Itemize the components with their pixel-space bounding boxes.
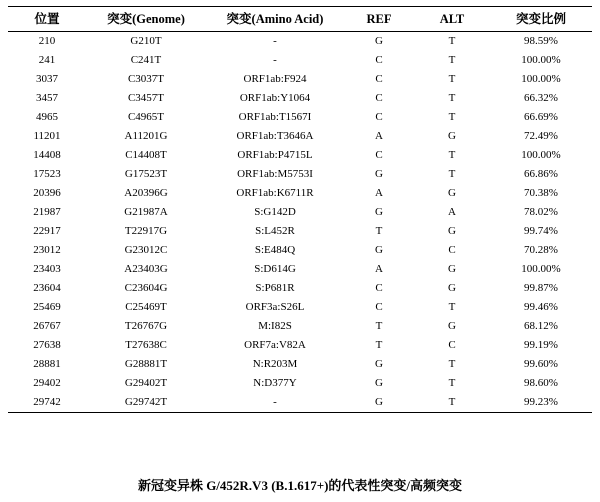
column-header-genome-mutation: 突变(Genome) xyxy=(86,7,206,32)
cell-amino-acid-mutation: S:P681R xyxy=(255,282,295,294)
cell-genome-mutation: G29402T xyxy=(124,377,168,389)
cell-mutation-ratio: 70.28% xyxy=(524,244,558,256)
cell-genome-mutation: G210T xyxy=(130,35,162,47)
cell-mutation-ratio: 66.69% xyxy=(524,111,558,123)
cell-alt: C xyxy=(448,339,456,351)
cell-alt: G xyxy=(448,225,456,237)
cell-ref: A xyxy=(375,187,383,199)
cell-ref: T xyxy=(375,320,383,332)
cell-genome-mutation: A23403G xyxy=(124,263,168,275)
cell-amino-acid-mutation: ORF1ab:Y1064 xyxy=(239,92,311,104)
cell-alt: G xyxy=(448,187,456,199)
cell-genome-mutation: G23012C xyxy=(124,244,168,256)
cell-ref: T xyxy=(375,225,383,237)
cell-mutation-ratio: 99.46% xyxy=(524,301,558,313)
cell-amino-acid-mutation: S:E484Q xyxy=(254,244,296,256)
cell-amino-acid-mutation: S:L452R xyxy=(255,225,295,237)
table-row xyxy=(8,51,592,70)
cell-mutation-ratio: 70.38% xyxy=(524,187,558,199)
cell-genome-mutation: T22917G xyxy=(124,225,168,237)
cell-ref: C xyxy=(375,111,383,123)
cell-alt: T xyxy=(448,92,456,104)
table-row xyxy=(8,32,592,52)
cell-position: 14408 xyxy=(33,149,61,161)
cell-mutation-ratio: 100.00% xyxy=(521,263,561,275)
cell-mutation-ratio: 68.12% xyxy=(524,320,558,332)
cell-position: 25469 xyxy=(33,301,61,313)
cell-ref: G xyxy=(375,35,383,47)
cell-position: 29742 xyxy=(8,393,86,413)
cell-mutation-ratio: 66.86% xyxy=(524,168,558,180)
cell-alt: T xyxy=(414,393,490,413)
cell-position: 3457 xyxy=(36,92,58,104)
cell-amino-acid-mutation: - xyxy=(206,393,344,413)
cell-position: 21987 xyxy=(33,206,61,218)
cell-alt: T xyxy=(448,111,456,123)
cell-position: 22917 xyxy=(33,225,61,237)
cell-genome-mutation: A11201G xyxy=(124,130,168,142)
cell-ref: G xyxy=(344,393,414,413)
cell-amino-acid-mutation: M:I82S xyxy=(258,320,292,332)
column-header-ref: REF xyxy=(344,7,414,32)
table-row xyxy=(8,298,592,317)
cell-ref: C xyxy=(375,149,383,161)
cell-genome-mutation: C25469T xyxy=(125,301,167,313)
cell-alt: T xyxy=(448,54,456,66)
table-row xyxy=(8,127,592,146)
table-row xyxy=(8,393,592,413)
cell-position: 27638 xyxy=(33,339,61,351)
cell-genome-mutation: G21987A xyxy=(124,206,168,218)
cell-position: 241 xyxy=(38,54,56,66)
cell-genome-mutation: T26767G xyxy=(124,320,168,332)
cell-position: 17523 xyxy=(33,168,61,180)
cell-position: 26767 xyxy=(33,320,61,332)
cell-genome-mutation: A20396G xyxy=(124,187,168,199)
cell-ref: C xyxy=(375,54,383,66)
cell-ref: C xyxy=(375,73,383,85)
table-row xyxy=(8,374,592,393)
cell-position: 210 xyxy=(38,35,56,47)
table-row xyxy=(8,89,592,108)
cell-mutation-ratio: 99.60% xyxy=(524,358,558,370)
cell-mutation-ratio: 98.59% xyxy=(524,35,558,47)
cell-genome-mutation: G17523T xyxy=(124,168,168,180)
cell-ref: T xyxy=(375,339,383,351)
cell-mutation-ratio: 99.87% xyxy=(524,282,558,294)
cell-genome-mutation: T27638C xyxy=(125,339,167,351)
cell-mutation-ratio: 99.74% xyxy=(524,225,558,237)
cell-genome-mutation: C14408T xyxy=(125,149,167,161)
cell-amino-acid-mutation: S:D614G xyxy=(254,263,296,275)
table-row xyxy=(8,165,592,184)
cell-amino-acid-mutation: ORF1ab:F924 xyxy=(243,73,307,85)
cell-alt: G xyxy=(448,320,456,332)
cell-ref: G xyxy=(375,358,383,370)
cell-mutation-ratio: 66.32% xyxy=(524,92,558,104)
cell-alt: G xyxy=(448,282,456,294)
cell-ref: A xyxy=(375,263,383,275)
cell-position: 28881 xyxy=(33,358,61,370)
cell-alt: T xyxy=(448,301,456,313)
cell-amino-acid-mutation: ORF1ab:P4715L xyxy=(237,149,313,161)
cell-amino-acid-mutation: ORF1ab:T3646A xyxy=(236,130,314,142)
cell-ref: C xyxy=(375,282,383,294)
table-row xyxy=(8,108,592,127)
cell-amino-acid-mutation: N:D377Y xyxy=(253,377,297,389)
table-row xyxy=(8,222,592,241)
cell-amino-acid-mutation: - xyxy=(273,54,277,66)
cell-alt: T xyxy=(448,149,456,161)
cell-ref: G xyxy=(375,206,383,218)
cell-alt: T xyxy=(448,35,456,47)
cell-position: 29402 xyxy=(33,377,61,389)
table-row xyxy=(8,336,592,355)
cell-position: 23403 xyxy=(33,263,61,275)
cell-ref: G xyxy=(375,168,383,180)
column-header-amino-acid-mutation: 突变(Amino Acid) xyxy=(206,7,344,32)
cell-mutation-ratio: 78.02% xyxy=(524,206,558,218)
cell-genome-mutation: C23604G xyxy=(124,282,168,294)
cell-genome-mutation: G29742T xyxy=(86,393,206,413)
table-row xyxy=(8,146,592,165)
cell-amino-acid-mutation: ORF7a:V82A xyxy=(244,339,306,351)
table-header-row xyxy=(8,7,592,32)
cell-genome-mutation: G28881T xyxy=(124,358,168,370)
cell-mutation-ratio: 100.00% xyxy=(521,54,561,66)
cell-amino-acid-mutation: ORF1ab:T1567I xyxy=(238,111,312,123)
cell-alt: A xyxy=(448,206,456,218)
cell-ref: G xyxy=(375,244,383,256)
cell-ref: C xyxy=(375,301,383,313)
cell-amino-acid-mutation: ORF1ab:K6711R xyxy=(236,187,314,199)
cell-mutation-ratio: 100.00% xyxy=(521,73,561,85)
cell-genome-mutation: C3037T xyxy=(127,73,165,85)
cell-position: 11201 xyxy=(33,130,61,142)
table-row xyxy=(8,241,592,260)
cell-position: 23604 xyxy=(33,282,61,294)
cell-amino-acid-mutation: ORF3a:S26L xyxy=(245,301,305,313)
cell-ref: A xyxy=(375,130,383,142)
cell-position: 20396 xyxy=(33,187,61,199)
cell-ref: C xyxy=(375,92,383,104)
cell-alt: T xyxy=(448,377,456,389)
table-row xyxy=(8,355,592,374)
cell-mutation-ratio: 100.00% xyxy=(521,149,561,161)
cell-alt: T xyxy=(448,358,456,370)
table-row xyxy=(8,279,592,298)
cell-alt: C xyxy=(448,244,456,256)
table-header xyxy=(8,7,592,32)
cell-amino-acid-mutation: - xyxy=(273,35,277,47)
mutation-table xyxy=(8,6,592,413)
cell-alt: G xyxy=(448,263,456,275)
cell-mutation-ratio: 72.49% xyxy=(524,130,558,142)
table-row xyxy=(8,260,592,279)
cell-amino-acid-mutation: S:G142D xyxy=(254,206,296,218)
cell-position: 4965 xyxy=(36,111,58,123)
cell-genome-mutation: C4965T xyxy=(127,111,165,123)
cell-mutation-ratio: 98.60% xyxy=(524,377,558,389)
table-row xyxy=(8,203,592,222)
column-header-mutation-ratio: 突变比例 xyxy=(490,7,592,32)
cell-amino-acid-mutation: ORF1ab:M5753I xyxy=(237,168,313,180)
column-header-position: 位置 xyxy=(8,7,86,32)
cell-position: 3037 xyxy=(36,73,58,85)
cell-ref: G xyxy=(375,377,383,389)
cell-alt: G xyxy=(448,130,456,142)
cell-genome-mutation: C3457T xyxy=(127,92,165,104)
figure-caption: 新冠变异株 G/452R.V3 (B.1.617+)的代表性突变/高频突变 xyxy=(137,478,463,493)
table-row xyxy=(8,184,592,203)
cell-genome-mutation: C241T xyxy=(130,54,162,66)
cell-mutation-ratio: 99.19% xyxy=(524,339,558,351)
cell-alt: T xyxy=(448,73,456,85)
table-row xyxy=(8,70,592,89)
cell-mutation-ratio: 99.23% xyxy=(490,393,592,413)
table-row xyxy=(8,317,592,336)
table-body xyxy=(8,32,592,413)
cell-amino-acid-mutation: N:R203M xyxy=(252,358,298,370)
cell-position: 23012 xyxy=(33,244,61,256)
cell-alt: T xyxy=(448,168,456,180)
column-header-alt: ALT xyxy=(414,7,490,32)
